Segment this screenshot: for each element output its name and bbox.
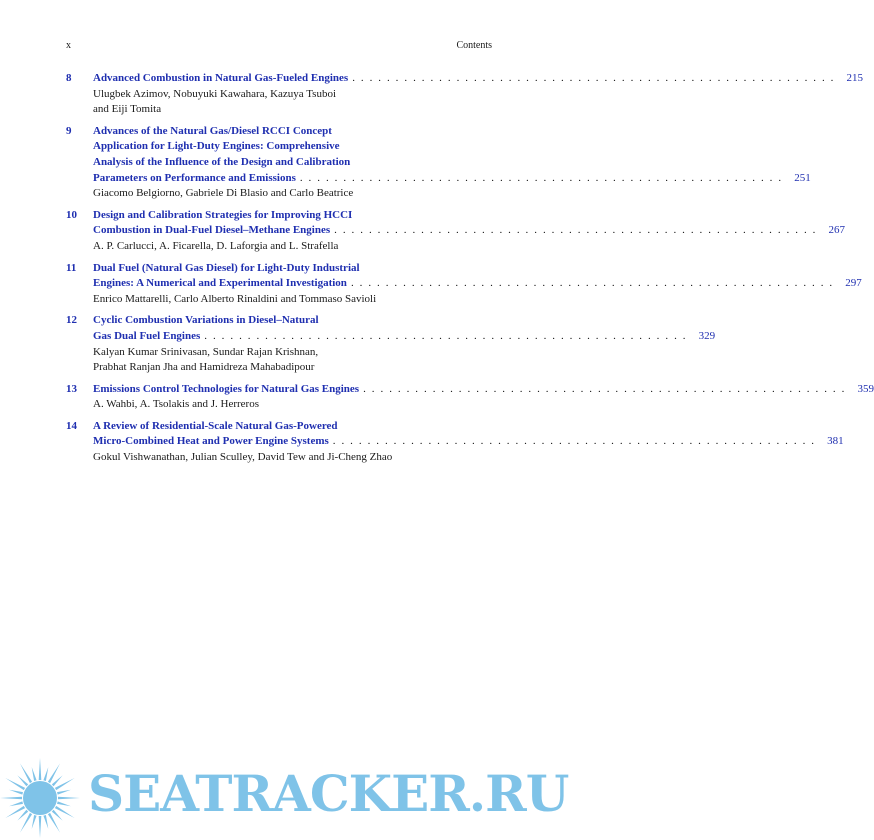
sun-ray (32, 767, 37, 781)
chapter-number: 13 (66, 382, 77, 395)
sun-burst-icon (0, 756, 84, 840)
page-ref[interactable]: 251 (794, 171, 811, 184)
page-ref[interactable]: 329 (698, 329, 716, 342)
chapter-title-line[interactable]: Design and Calibration Strategies for Improving HCCI (93, 208, 353, 221)
sun-ray (17, 775, 28, 786)
dot-leader: . . . . . . . . . . . . . . . . . . . . . . . . . . . . . . . . . . . . . . . . . . . . . . . . . . . . . . . . (363, 382, 846, 395)
chapter-title-line[interactable]: Advances of the Natural Gas/Diesel RCCI Concept (93, 124, 332, 137)
chapter-authors: Kalyan Kumar Srinivasan, Sundar Rajan Krishnan, (93, 345, 319, 358)
toc-entry[interactable] (66, 313, 716, 375)
dot-leader: . . . . . . . . . . . . . . . . . . . . . . . . . . . . . . . . . . . . . . . . . . . . . . . . . . . . . . . . (350, 277, 834, 290)
sun-ray (57, 801, 71, 806)
chapter-title-line[interactable]: Dual Fuel (Natural Gas Diesel) for Light-Duty Industrial (93, 261, 360, 274)
chapter-title-line[interactable]: Advanced Combustion in Natural Gas-Fueled Engines . . . . . . . . . . . . . . . . . . . . . . . . . . . . . . . . . . . . . . . . . . . . . . . . . . . . . . . . 215 (93, 71, 493, 87)
toc-entry[interactable] (66, 208, 845, 255)
chapter-number: 11 (66, 261, 77, 274)
chapter-number: 10 (66, 208, 77, 221)
chapter-number: 14 (66, 419, 77, 432)
chapter-authors: and Eiji Tomita (93, 103, 162, 116)
chapter-title-line[interactable]: A Review of Residential-Scale Natural Gas-Powered (93, 419, 338, 432)
sun-ray (39, 758, 42, 780)
chapter-number: 12 (66, 314, 77, 327)
sun-ray (52, 775, 63, 786)
sun-ray (58, 797, 80, 800)
sun-ray (43, 767, 48, 781)
chapter-title-line[interactable]: Micro-Combined Heat and Power Engine Systems . . . . . . . . . . . . . . . . . . . . . . . . . . . . . . . . . . . . . . . . . . . . . . . . . . . . . . . . 381 (93, 434, 493, 450)
sun-ray (9, 801, 23, 806)
page-ref[interactable]: 297 (845, 277, 862, 290)
chapter-number: 8 (66, 72, 72, 84)
dot-leader: . . . . . . . . . . . . . . . . . . . . . . . . . . . . . . . . . . . . . . . . . . . . . . . . . . . . . . . . (204, 329, 688, 342)
sun-ray (0, 797, 22, 800)
chapter-authors: Prabhat Ranjan Jha and Hamidreza Mahabadipour (93, 361, 315, 374)
sun-ray (52, 810, 63, 821)
chapter-number: 9 (66, 124, 72, 137)
toc-entry[interactable] (66, 124, 811, 202)
page-ref[interactable]: 267 (828, 224, 845, 237)
sun-ray (17, 810, 28, 821)
page-ref[interactable]: 359 (857, 382, 874, 395)
running-head-title: Contents (456, 40, 492, 51)
dot-leader: . . . . . . . . . . . . . . . . . . . . . . . . . . . . . . . . . . . . . . . . . . . . . . . . . . . . . . . . (352, 72, 836, 84)
chapter-title-line[interactable]: Application for Light-Duty Engines: Comprehensive (93, 140, 340, 153)
chapter-authors: Enrico Mattarelli, Carlo Alberto Rinaldini and Tommaso Savioli (93, 292, 377, 305)
dot-leader: . . . . . . . . . . . . . . . . . . . . . . . . . . . . . . . . . . . . . . . . . . . . . . . . . . . . . . . . (299, 171, 783, 184)
page-number: x (66, 40, 71, 51)
sun-ray (43, 815, 48, 829)
toc-entry[interactable] (66, 382, 874, 413)
sun-ray (39, 816, 42, 838)
chapter-title-line[interactable]: Gas Dual Fuel Engines . . . . . . . . . . . . . . . . . . . . . . . . . . . . . . . . . . . . . . . . . . . . . . . . . . . . . . . . 329 (93, 329, 493, 345)
chapter-title-line[interactable]: Combustion in Dual-Fuel Diesel–Methane Engines . . . . . . . . . . . . . . . . . . . . . . . . . . . . . . . . . . . . . . . . . . . . . . . . . . . . . . . . 267 (93, 223, 493, 239)
chapter-title-line[interactable]: Cyclic Combustion Variations in Diesel–Natural (93, 314, 319, 327)
toc-entry[interactable] (66, 71, 864, 118)
chapter-title-line[interactable]: Emissions Control Technologies for Natural Gas Engines . . . . . . . . . . . . . . . . . . . . . . . . . . . . . . . . . . . . . . . . . . . . . . . . . . . . . . . . 359 (93, 382, 493, 398)
sun-ray (9, 790, 23, 795)
page-ref[interactable]: 381 (827, 435, 844, 448)
page-ref[interactable]: 215 (846, 72, 864, 84)
chapter-title-line[interactable]: Analysis of the Influence of the Design and Calibration (93, 155, 351, 168)
dot-leader: . . . . . . . . . . . . . . . . . . . . . . . . . . . . . . . . . . . . . . . . . . . . . . . . . . . . . . . . (334, 224, 817, 237)
chapter-title-line[interactable]: Engines: A Numerical and Experimental Investigation . . . . . . . . . . . . . . . . . . . . . . . . . . . . . . . . . . . . . . . . . . . . . . . . . . . . . . . . 297 (93, 276, 493, 292)
chapter-authors: Giacomo Belgiorno, Gabriele Di Blasio and Carlo Beatrice (93, 187, 354, 200)
table-of-contents (66, 71, 874, 472)
watermark-text: SEATRACKER.RU (88, 764, 569, 823)
toc-entry[interactable] (66, 261, 862, 308)
chapter-authors: Gokul Vishwanathan, Julian Sculley, David Tew and Ji-Cheng Zhao (93, 451, 393, 464)
running-header (66, 40, 492, 54)
chapter-authors: A. Wahbi, A. Tsolakis and J. Herreros (93, 398, 259, 411)
dot-leader: . . . . . . . . . . . . . . . . . . . . . . . . . . . . . . . . . . . . . . . . . . . . . . . . . . . . . . . . (332, 435, 816, 448)
toc-entry[interactable] (66, 419, 844, 466)
chapter-title-line[interactable]: Parameters on Performance and Emissions . . . . . . . . . . . . . . . . . . . . . . . . . . . . . . . . . . . . . . . . . . . . . . . . . . . . . . . . 251 (93, 171, 493, 187)
sun-ray (32, 815, 37, 829)
chapter-authors: A. P. Carlucci, A. Ficarella, D. Laforgia and L. Strafella (93, 239, 339, 252)
chapter-authors: Ulugbek Azimov, Nobuyuki Kawahara, Kazuya Tsuboi (93, 87, 337, 100)
sun-ray (57, 790, 71, 795)
watermark (0, 756, 569, 840)
